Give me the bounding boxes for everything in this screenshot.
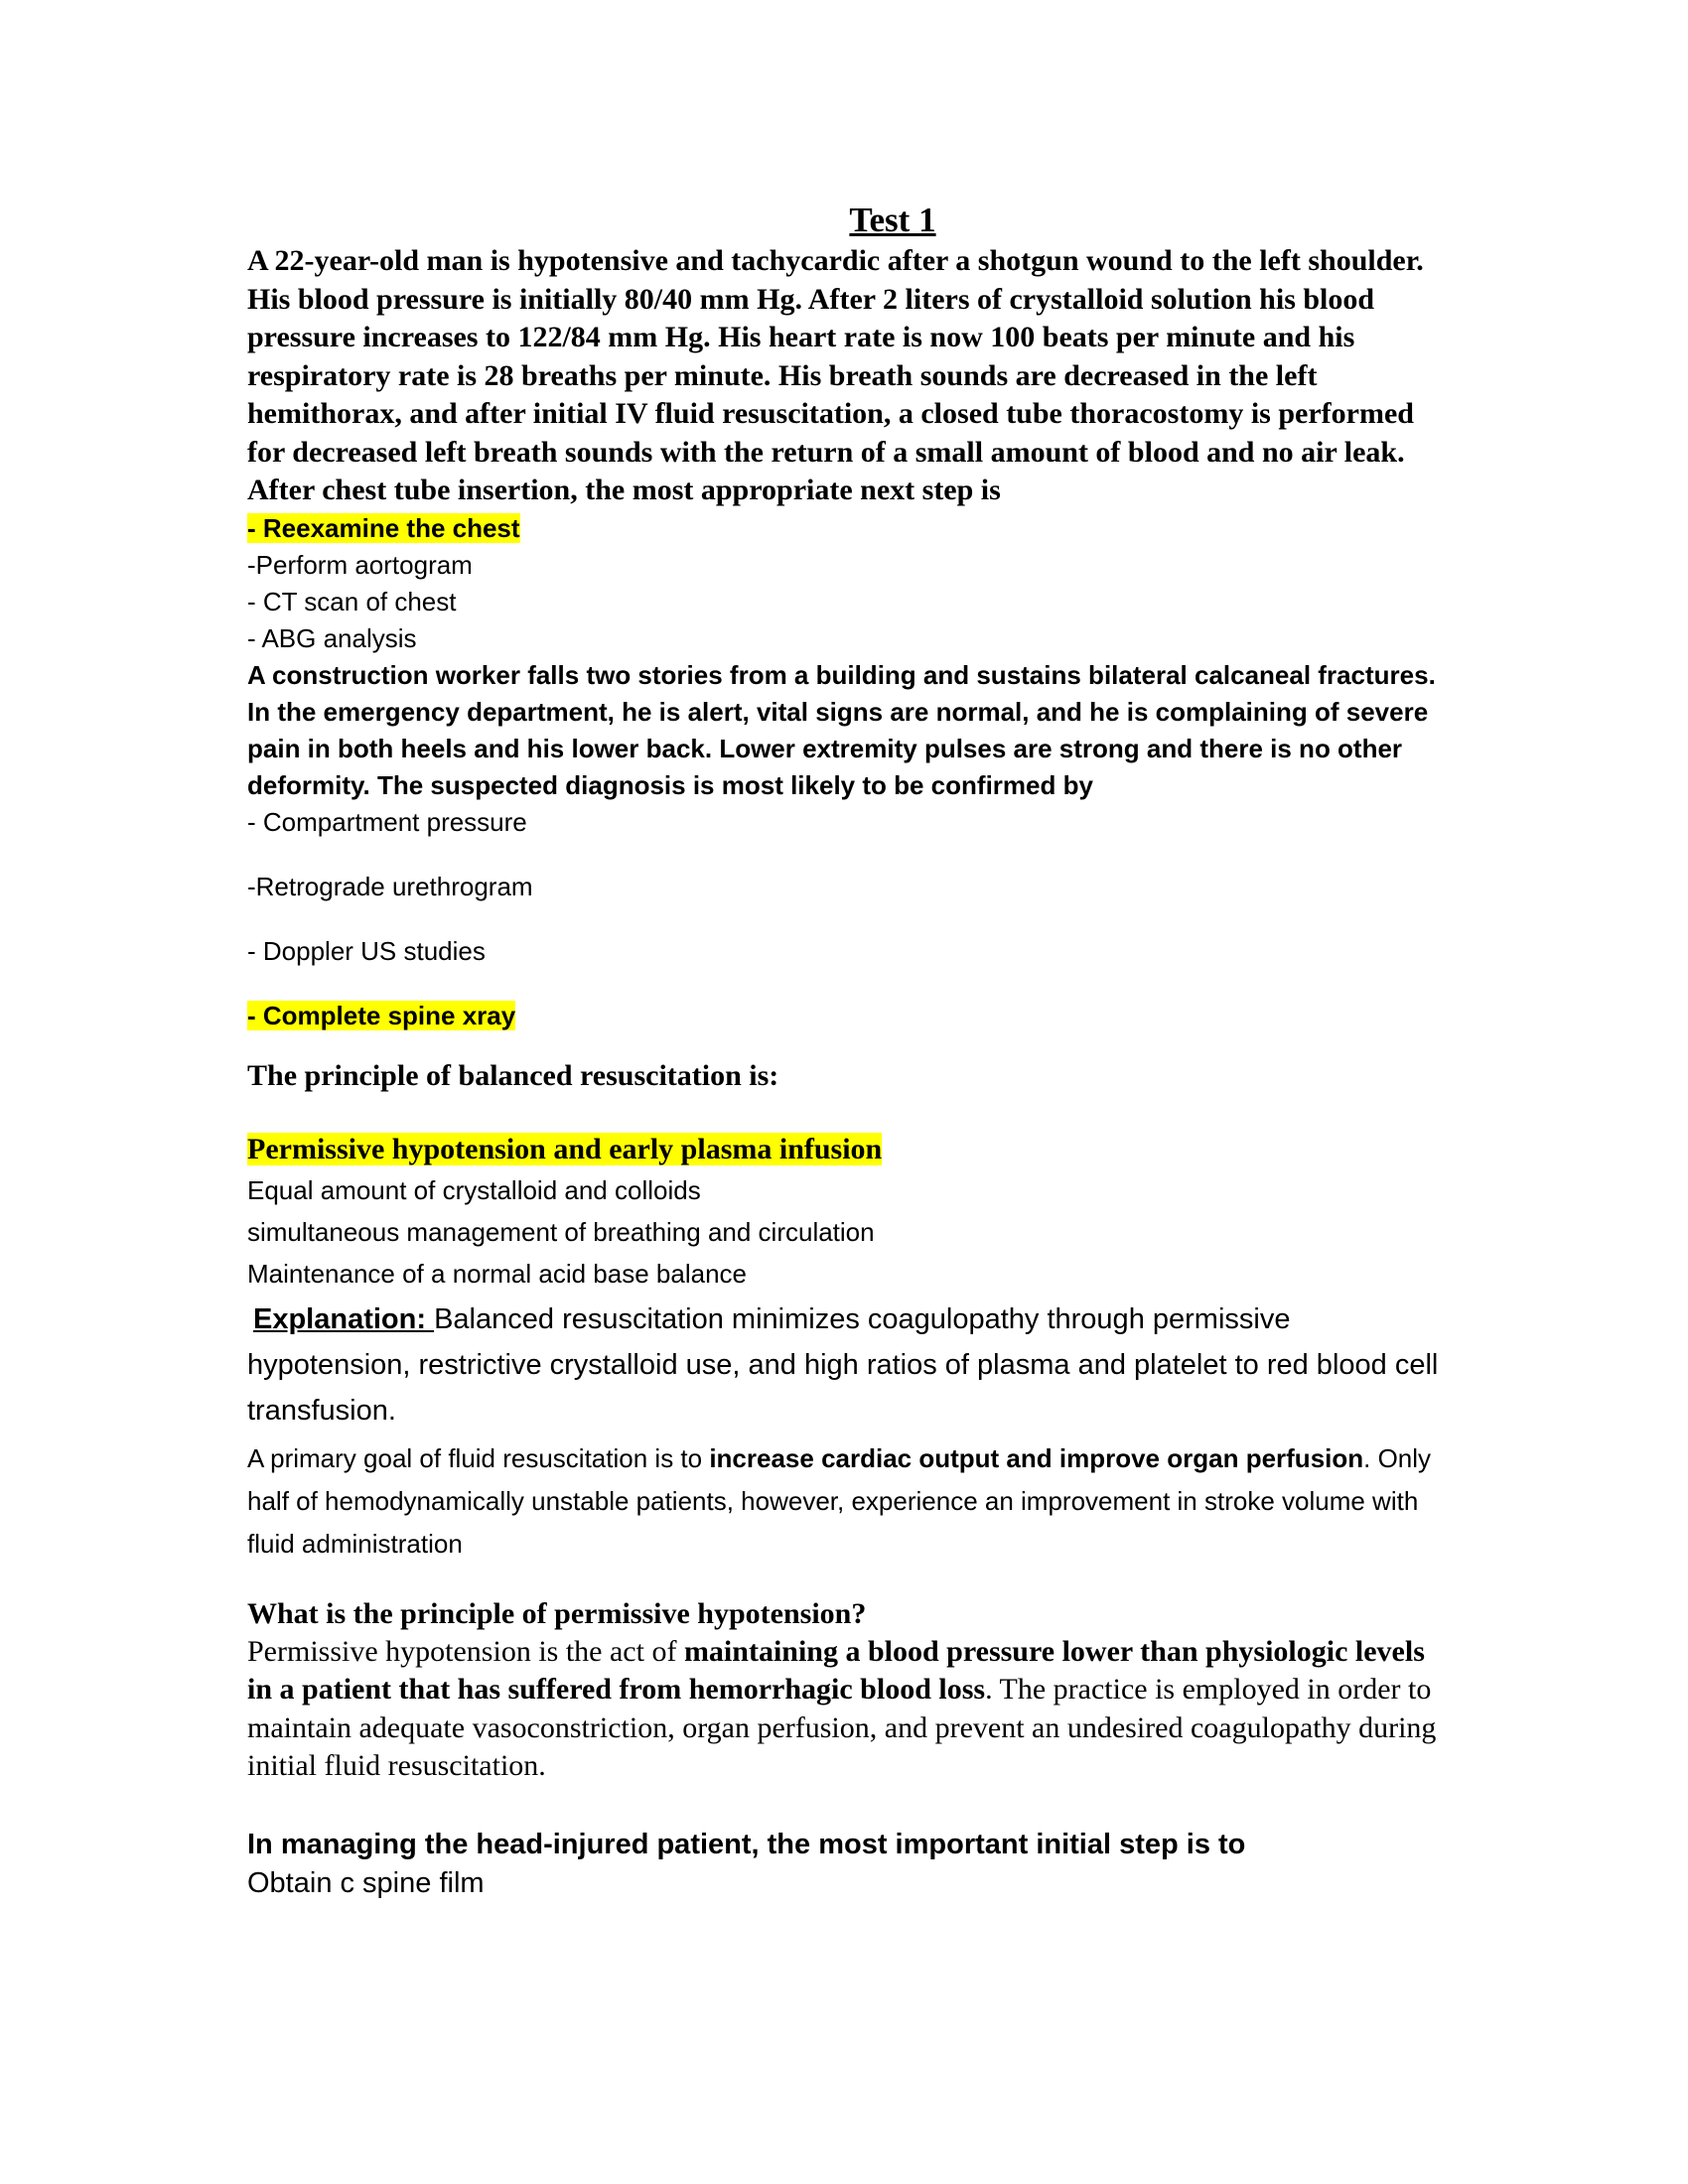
question-5-text: In managing the head-injured patient, the most important initial step is to [247,1828,1246,1860]
question-2-option: - Doppler US studies [247,935,486,966]
question-3-option: Equal amount of crystalloid and colloids [247,1174,701,1205]
correct-answer-highlight: - Reexamine the chest [247,512,520,543]
question-1-option: - CT scan of chest [247,586,457,616]
answer-emphasis: maintaining a blood pressure lower than physiologic levels in a patient that has suffered from hemorrhagic blood loss [247,1634,1425,1706]
question-1-text: A 22-year-old man is hypotensive and tachycardic after a shotgun wound to the left shoulder. His blood pressure is initially 80/40 mm Hg. After 2 liters of crystalloid solution his blood pressure increases to 122/84 mm Hg. His heart rate is now 100 beats per minute and his respiratory rate is 28 breaths per minute. His breath sounds are decreased in the left hemithorax, and after initial IV fluid resuscitation, a closed tube thoracostomy is performed for decreased left breath sounds with the return of a small amount of blood and no air leak. After chest tube insertion, the most appropriate next step is [247,244,1424,506]
question-1-option: - ABG analysis [247,622,417,653]
page-title: Test 1 [849,201,936,239]
note-text: A primary goal of fluid resuscitation is to [247,1442,710,1473]
question-3-option: simultaneous management of breathing and circulation [247,1216,875,1247]
question-2-option: -Retrograde urethrogram [247,871,533,901]
question-3-text: The principle of balanced resuscitation is: [247,1058,779,1092]
fluid-resuscitation-note [247,1437,1439,1566]
question-2-option-correct [247,998,1439,1034]
note-text: . Only half of hemodynamically unstable patients, however, experience an improvement in stroke volume with fluid administration [247,1442,1432,1559]
explanation-text: Balanced resuscitation minimizes coagulopathy through permissive hypotension, restrictive crystalloid use, and high ratios of plasma and platelet to red blood cell transfusion. [247,1302,1439,1427]
answer-text: . The practice is employed in order to maintain adequate vasoconstriction, organ perfusion, and prevent an undesired coagulopathy during initial fluid resuscitation. [247,1673,1437,1782]
question-1-option-correct [247,510,1439,547]
document-body [247,199,1439,1903]
correct-answer-highlight: Permissive hypotension and early plasma infusion [247,1132,883,1165]
question-3-answer [247,1130,1439,1169]
question-2-option: - Compartment pressure [247,806,527,837]
note-emphasis: increase cardiac output and improve organ perfusion [709,1442,1364,1473]
question-1-option: -Perform aortogram [247,549,473,580]
question-4-text: What is the principle of permissive hypotension? [247,1596,867,1630]
explanation-label: Explanation: [253,1302,435,1335]
answer-text: Permissive hypotension is the act of [247,1634,684,1668]
question-3-option: Maintenance of a normal acid base balance [247,1258,747,1289]
correct-answer-highlight: - Complete spine xray [247,1000,516,1030]
question-4-answer [247,1633,1439,1786]
question-2-text: A construction worker falls two stories from a building and sustains bilateral calcaneal fractures. In the emergency department, he is alert, vital signs are normal, and he is complaining of severe pain in both heels and his lower back. Lower extremity pulses are strong and there is no other deformity. The suspected diagnosis is most likely to be confirmed by [247,659,1436,800]
question-3-explanation [247,1297,1439,1433]
question-5-answer: Obtain c spine film [247,1866,485,1899]
